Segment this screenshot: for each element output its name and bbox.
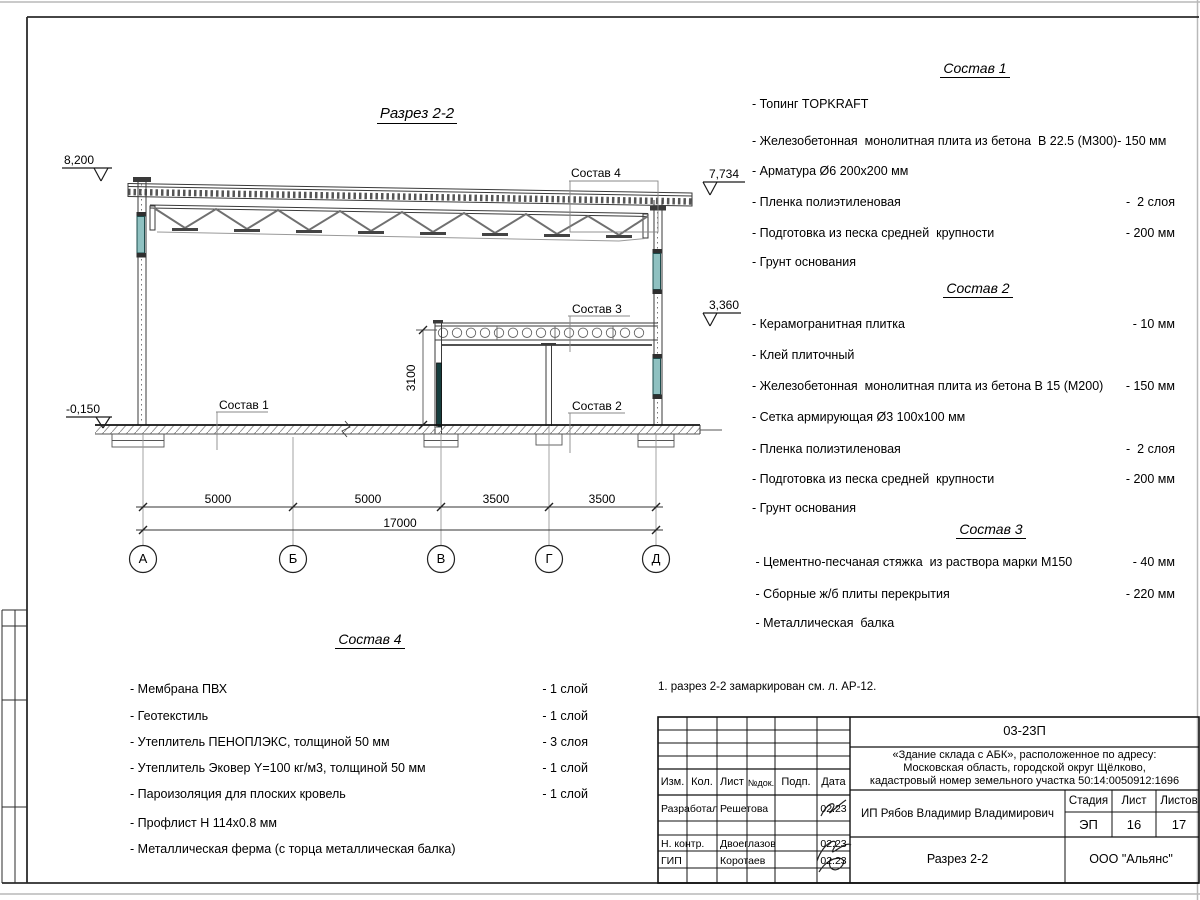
window-right-upper (653, 254, 661, 290)
dim-span-4: 3500 (588, 492, 616, 506)
tb-object-line2: Московская область, городской округ Щёлково, (903, 762, 1146, 774)
item-name: - Утеплитель Эковер Y=100 кг/м3, толщиной 50 мм (130, 761, 426, 775)
item-name: - Металлическая балка (752, 616, 895, 630)
tb-row2-name: Двоеглазов (720, 838, 776, 850)
list-item (752, 555, 1175, 569)
item-name: - Топинг TOPKRAFT (752, 97, 869, 111)
sostav2-title: Состав 2 (908, 280, 1048, 298)
parapet-cap-left (133, 177, 151, 182)
tb-col-kol: Кол. (691, 776, 713, 788)
list-item (752, 97, 1175, 111)
tb-col-list: Лист (720, 776, 744, 788)
tb-sheets-label: Листов (1160, 795, 1198, 807)
section-title: Разрез 2-2 (337, 105, 497, 124)
list-item (752, 472, 1175, 486)
item-value: - 1 слой (542, 709, 588, 723)
item-name: - Утеплитель ПЕНОПЛЭКС, толщиной 50 мм (130, 735, 390, 749)
tb-row3-name: Коротаев (720, 855, 766, 867)
dim-span-1: 5000 (204, 492, 232, 506)
dim-span-2: 5000 (354, 492, 382, 506)
list-item (130, 842, 588, 856)
tb-drawing-title: Разрез 2-2 (926, 852, 989, 866)
item-name: - Арматура Ø6 200х200 мм (752, 164, 909, 178)
label-sostav4: Состав 4 (571, 166, 621, 180)
axis-label-v: В (436, 551, 446, 566)
list-item (752, 501, 1175, 515)
tb-row1-date: 02.23 (820, 803, 847, 815)
tb-company: ООО "Альянс" (1089, 852, 1173, 866)
label-sostav3: Состав 3 (572, 302, 622, 316)
list-item (752, 410, 1175, 424)
item-name: - Керамогранитная плитка (752, 317, 905, 331)
window-right-lower (653, 359, 661, 395)
list-item (130, 761, 588, 775)
item-value: - 1 слой (542, 761, 588, 775)
list-item (130, 816, 588, 830)
list-item (752, 255, 1175, 269)
axis-label-d: Д (651, 551, 661, 566)
item-name: - Профлист Н 114х0.8 мм (130, 816, 277, 830)
item-value: - 2 слоя (1126, 442, 1175, 456)
item-name: - Сетка армирующая Ø3 100х100 мм (752, 410, 966, 424)
item-name: - Железобетонная монолитная плита из бетона В 22.5 (М300)- 150 мм (752, 134, 1167, 148)
tb-object-line1: «Здание склада с АБК», расположенное по адресу: (892, 749, 1157, 761)
axis-label-b: Б (288, 551, 298, 566)
tb-row1-role: Разработал (661, 803, 719, 815)
tb-doc-number: 03-23П (1003, 723, 1046, 738)
height-dimension: 3100 (404, 364, 419, 392)
item-value: - 40 мм (1132, 555, 1175, 569)
dim-total: 17000 (383, 516, 417, 530)
tb-col-data: Дата (821, 776, 846, 788)
elevation-floor: -0,150 (66, 402, 101, 416)
item-name: - Железобетонная монолитная плита из бетона В 15 (М200) (752, 379, 1104, 393)
list-item (752, 134, 1175, 148)
elevation-top-right: 7,734 (709, 167, 740, 181)
tb-col-ndok: №док. (747, 778, 775, 788)
list-item (130, 735, 588, 749)
tb-sheet-value: 16 (1126, 817, 1142, 832)
tb-col-podp: Подп. (781, 776, 811, 788)
tb-client: ИП Рябов Владимир Владимирович (861, 808, 1054, 820)
tb-stage-label: Стадия (1068, 795, 1109, 807)
sostav3-title: Состав 3 (921, 521, 1061, 539)
label-sostav2: Состав 2 (572, 399, 622, 413)
door-mezzanine (437, 363, 442, 427)
tb-row3-role: ГИП (661, 855, 682, 867)
axis-label-a: А (138, 551, 148, 566)
item-value: - 150 мм (1125, 379, 1175, 393)
window-left (137, 217, 145, 254)
item-value: - 1 слой (542, 682, 588, 696)
tb-sheets-value: 17 (1171, 817, 1187, 832)
elevation-top-left: 8,200 (64, 153, 95, 167)
item-name: - Металлическая ферма (с торца металлическая балка) (130, 842, 456, 856)
item-name: - Сборные ж/б плиты перекрытия (752, 587, 950, 601)
tb-sheet-label: Лист (1121, 795, 1147, 807)
tb-row2-role: Н. контр. (661, 838, 705, 850)
list-item (752, 442, 1175, 456)
item-value: - 10 мм (1132, 317, 1175, 331)
list-item (130, 682, 588, 696)
list-item (752, 379, 1175, 393)
dim-span-3: 3500 (482, 492, 510, 506)
list-item (130, 787, 588, 801)
list-item (752, 226, 1175, 240)
sheet-note: 1. разрез 2-2 замаркирован см. л. АР-12. (658, 681, 877, 693)
tb-col-izm: Изм. (660, 776, 685, 788)
item-value: - 3 слоя (542, 735, 588, 749)
item-value: - 220 мм (1125, 587, 1175, 601)
tb-row1-name: Решетова (720, 803, 769, 815)
axis-bubbles (130, 546, 670, 573)
item-name: - Пароизоляция для плоских кровель (130, 787, 346, 801)
item-name: - Цементно-песчаная стяжка из раствора марки М150 (752, 555, 1073, 569)
left-margin-stamp-boxes (2, 610, 27, 883)
tb-object-line3: кадастровый номер земельного участка 50:14:0050912:1696 (869, 775, 1180, 787)
item-value: - 2 слоя (1126, 195, 1175, 209)
item-value: - 200 мм (1125, 226, 1175, 240)
label-sostav1: Состав 1 (219, 398, 269, 412)
item-name: - Мембрана ПВХ (130, 682, 228, 696)
item-name: - Подготовка из песка средней крупности (752, 226, 995, 240)
axis-label-g: Г (545, 551, 553, 566)
list-item (130, 709, 588, 723)
tb-stage-value: ЭП (1079, 817, 1098, 832)
item-value: - 1 слой (542, 787, 588, 801)
sostav4-title: Состав 4 (300, 631, 440, 649)
item-name: - Грунт основания (752, 501, 857, 515)
tb-row3-date: 02.23 (820, 855, 847, 867)
list-item (752, 195, 1175, 209)
item-name: - Пленка полиэтиленовая (752, 442, 901, 456)
list-item (752, 317, 1175, 331)
list-item (752, 616, 1175, 630)
item-name: - Клей плиточный (752, 348, 855, 362)
item-value: - 200 мм (1125, 472, 1175, 486)
item-name: - Подготовка из песка средней крупности (752, 472, 995, 486)
sostav1-title: Состав 1 (905, 60, 1045, 78)
elevation-mezzanine: 3,360 (709, 298, 740, 312)
item-name: - Грунт основания (752, 255, 857, 269)
tb-row2-date: 02.23 (820, 838, 847, 850)
item-name: - Пленка полиэтиленовая (752, 195, 901, 209)
item-name: - Геотекстиль (130, 709, 209, 723)
list-item (752, 348, 1175, 362)
list-item (752, 587, 1175, 601)
list-item (752, 164, 1175, 178)
